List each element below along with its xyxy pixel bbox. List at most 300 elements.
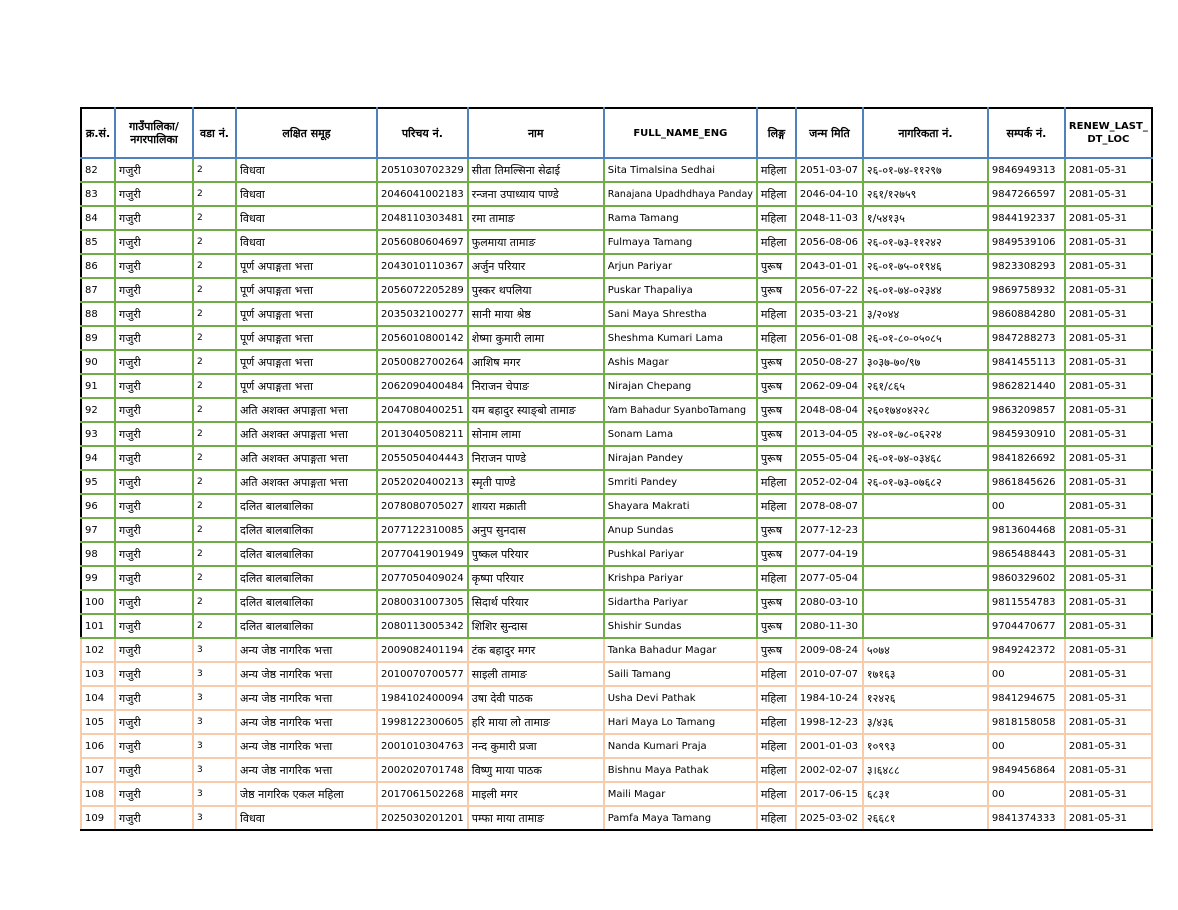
cell-name: सिदार्थ परियार <box>468 590 604 614</box>
cell-id-number: 2080113005342 <box>377 614 468 638</box>
cell-municipality: गजुरी <box>115 302 193 326</box>
cell-full-name-eng: Shayara Makrati <box>604 494 757 518</box>
cell-dob: 2001-01-03 <box>796 734 863 758</box>
cell-renew-date: 2081-05-31 <box>1065 158 1152 182</box>
cell-id-number: 2056010800142 <box>377 326 468 350</box>
cell-name: शिशिर सुन्दास <box>468 614 604 638</box>
cell-full-name-eng: Fulmaya Tamang <box>604 230 757 254</box>
table-row <box>81 614 1152 638</box>
cell-gender: महिला <box>757 710 796 734</box>
cell-target-group: दलित बालबालिका <box>236 494 377 518</box>
cell-municipality: गजुरी <box>115 734 193 758</box>
cell-contact: 9846949313 <box>988 158 1065 182</box>
cell-ward: 3 <box>193 782 236 806</box>
cell-citizenship: १२४२६ <box>863 686 988 710</box>
cell-target-group: दलित बालबालिका <box>236 542 377 566</box>
cell-full-name-eng: Tanka Bahadur Magar <box>604 638 757 662</box>
cell-citizenship: २६-०१-७५-०१९४६ <box>863 254 988 278</box>
cell-citizenship: २६१/१२७५९ <box>863 182 988 206</box>
cell-full-name-eng: Puskar Thapaliya <box>604 278 757 302</box>
cell-id-number: 1998122300605 <box>377 710 468 734</box>
cell-target-group: अन्य जेष्ठ नागरिक भत्ता <box>236 758 377 782</box>
cell-dob: 2056-08-06 <box>796 230 863 254</box>
table-row <box>81 470 1152 494</box>
header-dob: जन्म मिति <box>796 108 863 158</box>
cell-gender: महिला <box>757 686 796 710</box>
cell-full-name-eng: Anup Sundas <box>604 518 757 542</box>
cell-municipality: गजुरी <box>115 422 193 446</box>
header-renew-date: RENEW_LAST_ DT_LOC <box>1065 108 1152 158</box>
table-row <box>81 662 1152 686</box>
cell-id-number: 2062090400484 <box>377 374 468 398</box>
cell-citizenship <box>863 542 988 566</box>
cell-gender: पुरूष <box>757 614 796 638</box>
cell-municipality: गजुरी <box>115 446 193 470</box>
cell-gender: पुरूष <box>757 398 796 422</box>
cell-name: पुष्कल परियार <box>468 542 604 566</box>
cell-dob: 2048-11-03 <box>796 206 863 230</box>
cell-dob: 2056-01-08 <box>796 326 863 350</box>
cell-citizenship <box>863 614 988 638</box>
cell-renew-date: 2081-05-31 <box>1065 446 1152 470</box>
cell-citizenship <box>863 518 988 542</box>
cell-contact: 9845930910 <box>988 422 1065 446</box>
cell-gender: महिला <box>757 566 796 590</box>
cell-citizenship: ३/२०४४ <box>863 302 988 326</box>
cell-target-group: अन्य जेष्ठ नागरिक भत्ता <box>236 710 377 734</box>
cell-dob: 1984-10-24 <box>796 686 863 710</box>
cell-renew-date: 2081-05-31 <box>1065 734 1152 758</box>
cell-gender: पुरूष <box>757 518 796 542</box>
table-row <box>81 374 1152 398</box>
cell-id-number: 2056080604697 <box>377 230 468 254</box>
cell-ward: 3 <box>193 806 236 830</box>
cell-citizenship: २६-०१-७४-०२३४४ <box>863 278 988 302</box>
table-row <box>81 566 1152 590</box>
cell-gender: महिला <box>757 302 796 326</box>
cell-municipality: गजुरी <box>115 182 193 206</box>
cell-contact: 9823308293 <box>988 254 1065 278</box>
cell-dob: 2010-07-07 <box>796 662 863 686</box>
cell-municipality: गजुरी <box>115 230 193 254</box>
cell-ward: 3 <box>193 662 236 686</box>
cell-serial: 98 <box>81 542 115 566</box>
cell-id-number: 2080031007305 <box>377 590 468 614</box>
cell-contact: 00 <box>988 494 1065 518</box>
cell-citizenship: १/५४१३५ <box>863 206 988 230</box>
cell-contact: 9841294675 <box>988 686 1065 710</box>
cell-id-number: 2046041002183 <box>377 182 468 206</box>
cell-renew-date: 2081-05-31 <box>1065 326 1152 350</box>
cell-id-number: 2048110303481 <box>377 206 468 230</box>
cell-contact: 9849539106 <box>988 230 1065 254</box>
cell-full-name-eng: Pushkal Pariyar <box>604 542 757 566</box>
cell-renew-date: 2081-05-31 <box>1065 494 1152 518</box>
cell-renew-date: 2081-05-31 <box>1065 230 1152 254</box>
cell-id-number: 2043010110367 <box>377 254 468 278</box>
table-row <box>81 590 1152 614</box>
cell-target-group: अन्य जेष्ठ नागरिक भत्ता <box>236 686 377 710</box>
cell-dob: 2077-05-04 <box>796 566 863 590</box>
cell-name: साइली तामाङ <box>468 662 604 686</box>
cell-municipality: गजुरी <box>115 494 193 518</box>
cell-ward: 3 <box>193 710 236 734</box>
cell-name: आशिष मगर <box>468 350 604 374</box>
cell-renew-date: 2081-05-31 <box>1065 278 1152 302</box>
cell-serial: 86 <box>81 254 115 278</box>
cell-name: सानी माया श्रेष्ठ <box>468 302 604 326</box>
cell-serial: 90 <box>81 350 115 374</box>
cell-full-name-eng: Smriti Pandey <box>604 470 757 494</box>
cell-target-group: दलित बालबालिका <box>236 590 377 614</box>
cell-municipality: गजुरी <box>115 782 193 806</box>
cell-gender: महिला <box>757 230 796 254</box>
cell-serial: 84 <box>81 206 115 230</box>
cell-gender: पुरूष <box>757 278 796 302</box>
cell-dob: 2062-09-04 <box>796 374 863 398</box>
cell-contact: 9844192337 <box>988 206 1065 230</box>
cell-municipality: गजुरी <box>115 206 193 230</box>
cell-name: माइली मगर <box>468 782 604 806</box>
cell-ward: 3 <box>193 734 236 758</box>
cell-ward: 2 <box>193 254 236 278</box>
cell-target-group: विधवा <box>236 206 377 230</box>
cell-target-group: विधवा <box>236 158 377 182</box>
table-row <box>81 638 1152 662</box>
cell-contact: 00 <box>988 662 1065 686</box>
cell-citizenship: २६-०१-७४-०३४६८ <box>863 446 988 470</box>
header-full-name-eng: FULL_NAME_ENG <box>604 108 757 158</box>
cell-citizenship: ५०७४ <box>863 638 988 662</box>
header-ward: वडा नं. <box>193 108 236 158</box>
cell-serial: 103 <box>81 662 115 686</box>
cell-citizenship: ६८३१ <box>863 782 988 806</box>
cell-target-group: अन्य जेष्ठ नागरिक भत्ता <box>236 662 377 686</box>
cell-contact: 9861845626 <box>988 470 1065 494</box>
cell-citizenship: २६-०१-७४-११२९७ <box>863 158 988 182</box>
cell-serial: 108 <box>81 782 115 806</box>
cell-serial: 91 <box>81 374 115 398</box>
cell-full-name-eng: Sidartha Pariyar <box>604 590 757 614</box>
cell-renew-date: 2081-05-31 <box>1065 182 1152 206</box>
cell-contact: 9841455113 <box>988 350 1065 374</box>
cell-contact: 9869758932 <box>988 278 1065 302</box>
cell-gender: महिला <box>757 494 796 518</box>
cell-municipality: गजुरी <box>115 398 193 422</box>
cell-target-group: पूर्ण अपाङ्गता भत्ता <box>236 350 377 374</box>
cell-name: निराजन चेपाङ <box>468 374 604 398</box>
cell-name: रमा तामाङ <box>468 206 604 230</box>
table-row <box>81 518 1152 542</box>
cell-full-name-eng: Sita Timalsina Sedhai <box>604 158 757 182</box>
cell-municipality: गजुरी <box>115 542 193 566</box>
cell-gender: महिला <box>757 206 796 230</box>
table-row <box>81 542 1152 566</box>
header-row <box>81 108 1152 158</box>
cell-serial: 105 <box>81 710 115 734</box>
cell-municipality: गजुरी <box>115 614 193 638</box>
cell-contact: 00 <box>988 734 1065 758</box>
cell-dob: 2056-07-22 <box>796 278 863 302</box>
cell-ward: 2 <box>193 542 236 566</box>
cell-name: शेष्मा कुमारी लामा <box>468 326 604 350</box>
cell-full-name-eng: Pamfa Maya Tamang <box>604 806 757 830</box>
cell-id-number: 2047080400251 <box>377 398 468 422</box>
cell-citizenship <box>863 590 988 614</box>
cell-renew-date: 2081-05-31 <box>1065 662 1152 686</box>
cell-id-number: 2017061502268 <box>377 782 468 806</box>
table-row <box>81 758 1152 782</box>
cell-renew-date: 2081-05-31 <box>1065 590 1152 614</box>
cell-name: पुस्कर थपलिया <box>468 278 604 302</box>
cell-dob: 2077-04-19 <box>796 542 863 566</box>
cell-municipality: गजुरी <box>115 350 193 374</box>
cell-renew-date: 2081-05-31 <box>1065 302 1152 326</box>
cell-contact: 9847266597 <box>988 182 1065 206</box>
table-row <box>81 734 1152 758</box>
table-row <box>81 398 1152 422</box>
header-target-group: लक्षित समूह <box>236 108 377 158</box>
cell-municipality: गजुरी <box>115 662 193 686</box>
cell-citizenship: २४-०१-७८-०६२२४ <box>863 422 988 446</box>
cell-id-number: 2013040508211 <box>377 422 468 446</box>
cell-serial: 107 <box>81 758 115 782</box>
cell-municipality: गजुरी <box>115 518 193 542</box>
cell-contact: 9841826692 <box>988 446 1065 470</box>
cell-ward: 3 <box>193 758 236 782</box>
table-row <box>81 422 1152 446</box>
cell-serial: 88 <box>81 302 115 326</box>
cell-ward: 2 <box>193 518 236 542</box>
cell-name: टंक बहादुर मगर <box>468 638 604 662</box>
cell-target-group: पूर्ण अपाङ्गता भत्ता <box>236 278 377 302</box>
cell-contact: 9865488443 <box>988 542 1065 566</box>
cell-full-name-eng: Shishir Sundas <box>604 614 757 638</box>
cell-municipality: गजुरी <box>115 758 193 782</box>
cell-citizenship: २६०१७४०४२२८ <box>863 398 988 422</box>
cell-full-name-eng: Arjun Pariyar <box>604 254 757 278</box>
cell-citizenship: २६-०१-८०-०५०८५ <box>863 326 988 350</box>
cell-citizenship: २६-०१-७३-११२४२ <box>863 230 988 254</box>
cell-contact: 9860884280 <box>988 302 1065 326</box>
cell-target-group: पूर्ण अपाङ्गता भत्ता <box>236 374 377 398</box>
cell-serial: 94 <box>81 446 115 470</box>
table-row <box>81 494 1152 518</box>
cell-ward: 2 <box>193 230 236 254</box>
cell-municipality: गजुरी <box>115 326 193 350</box>
cell-ward: 2 <box>193 614 236 638</box>
cell-id-number: 2001010304763 <box>377 734 468 758</box>
cell-full-name-eng: Nirajan Pandey <box>604 446 757 470</box>
table-row <box>81 686 1152 710</box>
cell-target-group: अति अशक्त अपाङ्गता भत्ता <box>236 422 377 446</box>
cell-ward: 2 <box>193 590 236 614</box>
cell-municipality: गजुरी <box>115 686 193 710</box>
header-serial: क्र.सं. <box>81 108 115 158</box>
cell-serial: 104 <box>81 686 115 710</box>
cell-dob: 2035-03-21 <box>796 302 863 326</box>
cell-name: अनुप सुनदास <box>468 518 604 542</box>
cell-target-group: दलित बालबालिका <box>236 518 377 542</box>
cell-serial: 95 <box>81 470 115 494</box>
cell-contact: 9847288273 <box>988 326 1065 350</box>
cell-serial: 83 <box>81 182 115 206</box>
cell-gender: महिला <box>757 758 796 782</box>
table-row <box>81 182 1152 206</box>
table-row <box>81 710 1152 734</box>
cell-target-group: विधवा <box>236 182 377 206</box>
cell-serial: 85 <box>81 230 115 254</box>
cell-contact: 9841374333 <box>988 806 1065 830</box>
cell-contact: 00 <box>988 782 1065 806</box>
cell-serial: 109 <box>81 806 115 830</box>
cell-dob: 2050-08-27 <box>796 350 863 374</box>
cell-contact: 9811554783 <box>988 590 1065 614</box>
cell-gender: पुरूष <box>757 446 796 470</box>
cell-target-group: अति अशक्त अपाङ्गता भत्ता <box>236 470 377 494</box>
cell-serial: 82 <box>81 158 115 182</box>
cell-dob: 1998-12-23 <box>796 710 863 734</box>
cell-id-number: 2077050409024 <box>377 566 468 590</box>
table-row <box>81 326 1152 350</box>
cell-id-number: 2035032100277 <box>377 302 468 326</box>
cell-target-group: अति अशक्त अपाङ्गता भत्ता <box>236 446 377 470</box>
cell-renew-date: 2081-05-31 <box>1065 398 1152 422</box>
cell-id-number: 2050082700264 <box>377 350 468 374</box>
cell-ward: 2 <box>193 158 236 182</box>
cell-gender: पुरूष <box>757 350 796 374</box>
cell-ward: 2 <box>193 206 236 230</box>
cell-name: स्मृती पाण्डे <box>468 470 604 494</box>
cell-target-group: पूर्ण अपाङ्गता भत्ता <box>236 326 377 350</box>
cell-id-number: 2002020701748 <box>377 758 468 782</box>
cell-renew-date: 2081-05-31 <box>1065 710 1152 734</box>
cell-contact: 9813604468 <box>988 518 1065 542</box>
cell-name: सोनाम लामा <box>468 422 604 446</box>
cell-name: अर्जुन परियार <box>468 254 604 278</box>
cell-ward: 3 <box>193 638 236 662</box>
cell-municipality: गजुरी <box>115 254 193 278</box>
cell-dob: 2025-03-02 <box>796 806 863 830</box>
cell-name: नन्द कुमारी प्रजा <box>468 734 604 758</box>
cell-target-group: अति अशक्त अपाङ्गता भत्ता <box>236 398 377 422</box>
cell-id-number: 2051030702329 <box>377 158 468 182</box>
cell-renew-date: 2081-05-31 <box>1065 686 1152 710</box>
cell-contact: 9818158058 <box>988 710 1065 734</box>
cell-citizenship: ३०३७-७०/९७ <box>863 350 988 374</box>
header-id-number: परिचय नं. <box>377 108 468 158</box>
cell-full-name-eng: Rama Tamang <box>604 206 757 230</box>
table-row <box>81 206 1152 230</box>
cell-municipality: गजुरी <box>115 374 193 398</box>
cell-contact: 9849242372 <box>988 638 1065 662</box>
cell-serial: 97 <box>81 518 115 542</box>
cell-municipality: गजुरी <box>115 158 193 182</box>
cell-full-name-eng: Bishnu Maya Pathak <box>604 758 757 782</box>
cell-dob: 2051-03-07 <box>796 158 863 182</box>
cell-id-number: 2010070700577 <box>377 662 468 686</box>
cell-renew-date: 2081-05-31 <box>1065 374 1152 398</box>
cell-dob: 2052-02-04 <box>796 470 863 494</box>
cell-contact: 9849456864 <box>988 758 1065 782</box>
cell-dob: 2078-08-07 <box>796 494 863 518</box>
cell-citizenship: २६६८१ <box>863 806 988 830</box>
cell-gender: पुरूष <box>757 422 796 446</box>
cell-serial: 89 <box>81 326 115 350</box>
cell-id-number: 2078080705027 <box>377 494 468 518</box>
table-row <box>81 446 1152 470</box>
cell-contact: 9862821440 <box>988 374 1065 398</box>
table-row <box>81 230 1152 254</box>
cell-target-group: विधवा <box>236 230 377 254</box>
cell-citizenship: ३।६४८८ <box>863 758 988 782</box>
cell-ward: 2 <box>193 278 236 302</box>
cell-citizenship: २६-०१-७३-०७६८२ <box>863 470 988 494</box>
cell-dob: 2077-12-23 <box>796 518 863 542</box>
cell-serial: 92 <box>81 398 115 422</box>
cell-ward: 2 <box>193 494 236 518</box>
table-row <box>81 782 1152 806</box>
cell-target-group: दलित बालबालिका <box>236 614 377 638</box>
cell-renew-date: 2081-05-31 <box>1065 542 1152 566</box>
cell-renew-date: 2081-05-31 <box>1065 254 1152 278</box>
cell-contact: 9704470677 <box>988 614 1065 638</box>
cell-full-name-eng: Ranajana Upadhdhaya Panday <box>604 182 757 206</box>
cell-id-number: 2055050404443 <box>377 446 468 470</box>
cell-id-number: 2009082401194 <box>377 638 468 662</box>
cell-gender: महिला <box>757 182 796 206</box>
cell-ward: 2 <box>193 398 236 422</box>
cell-gender: महिला <box>757 470 796 494</box>
header-gender: लिङ्ग <box>757 108 796 158</box>
cell-full-name-eng: Hari Maya Lo Tamang <box>604 710 757 734</box>
cell-ward: 2 <box>193 182 236 206</box>
beneficiary-table <box>80 107 1153 831</box>
cell-id-number: 2077041901949 <box>377 542 468 566</box>
cell-municipality: गजुरी <box>115 806 193 830</box>
cell-serial: 106 <box>81 734 115 758</box>
cell-gender: महिला <box>757 326 796 350</box>
cell-target-group: अन्य जेष्ठ नागरिक भत्ता <box>236 734 377 758</box>
cell-serial: 101 <box>81 614 115 638</box>
cell-ward: 2 <box>193 422 236 446</box>
cell-target-group: अन्य जेष्ठ नागरिक भत्ता <box>236 638 377 662</box>
cell-ward: 2 <box>193 350 236 374</box>
cell-ward: 2 <box>193 326 236 350</box>
cell-renew-date: 2081-05-31 <box>1065 350 1152 374</box>
cell-target-group: विधवा <box>236 806 377 830</box>
cell-id-number: 2077122310085 <box>377 518 468 542</box>
cell-municipality: गजुरी <box>115 470 193 494</box>
cell-name: पम्फा माया तामाङ <box>468 806 604 830</box>
cell-ward: 2 <box>193 302 236 326</box>
cell-full-name-eng: Sani Maya Shrestha <box>604 302 757 326</box>
cell-renew-date: 2081-05-31 <box>1065 638 1152 662</box>
cell-name: शायरा मक्राती <box>468 494 604 518</box>
cell-renew-date: 2081-05-31 <box>1065 566 1152 590</box>
cell-full-name-eng: Krishpa Pariyar <box>604 566 757 590</box>
cell-contact: 9860329602 <box>988 566 1065 590</box>
cell-full-name-eng: Nanda Kumari Praja <box>604 734 757 758</box>
cell-dob: 2013-04-05 <box>796 422 863 446</box>
cell-citizenship: १७१६३ <box>863 662 988 686</box>
header-contact: सम्पर्क नं. <box>988 108 1065 158</box>
cell-name: विष्णु माया पाठक <box>468 758 604 782</box>
cell-dob: 2043-01-01 <box>796 254 863 278</box>
cell-gender: पुरूष <box>757 638 796 662</box>
table-row <box>81 254 1152 278</box>
cell-gender: पुरूष <box>757 542 796 566</box>
